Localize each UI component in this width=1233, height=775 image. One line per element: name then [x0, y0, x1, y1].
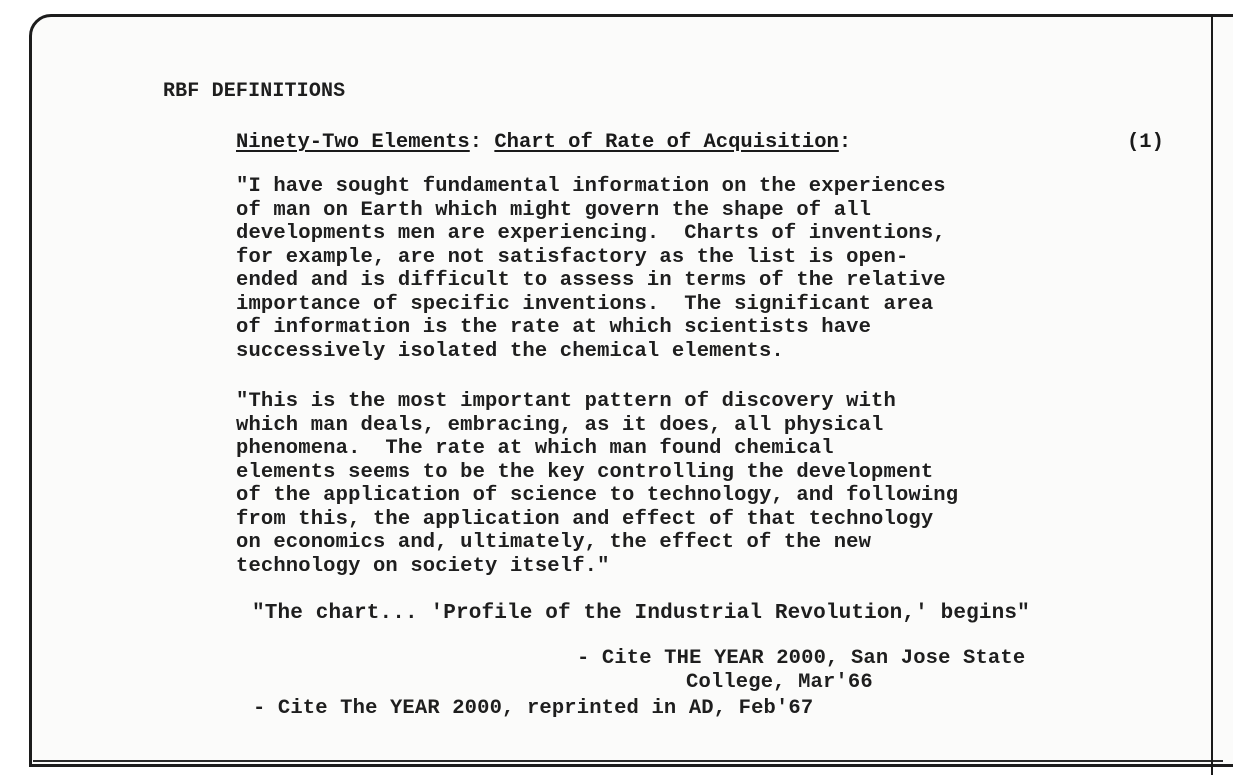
page-number: (1) — [1127, 131, 1164, 154]
citation-1-line-2: College, Mar'66 — [686, 671, 873, 694]
chart-quote: "The chart... 'Profile of the Industrial Revolution,' begins" — [252, 602, 1030, 625]
subtitle-separator-1: : — [469, 131, 495, 154]
quote-paragraph-1: "I have sought fundamental information on the experiences of man on Earth which might govern the shape of all developments men are experiencing. Charts of inventions, for example, are not satisfactory as the list is open- ended and is difficult to assess in terms of the relative importance of specific inventions. The significant area of information is the rate at which scientists have successively isolated the chemical elements. — [236, 175, 946, 363]
entry-subtitle — [236, 131, 851, 155]
subtitle-separator-2: : — [838, 131, 852, 154]
citation-2: - Cite The YEAR 2000, reprinted in AD, Feb'67 — [253, 697, 814, 720]
right-edge-rule — [1211, 14, 1213, 775]
citation-1-line-1: - Cite THE YEAR 2000, San Jose State — [577, 647, 1026, 670]
card-bottom-line — [33, 760, 1223, 762]
subtitle-chart: Chart of Rate of Acquisition — [494, 131, 839, 154]
quote-paragraph-2: "This is the most important pattern of discovery with which man deals, embracing, as it does, all physical phenomena. The rate at which man found chemical elements seems to be the key controlling the development of the application of science to technology, and following from this, the application and effect of that technology on economics and, ultimately, the effect of the new technology on society itself." — [236, 390, 959, 578]
document-heading: RBF DEFINITIONS — [163, 80, 346, 103]
subtitle-elements: Ninety-Two Elements — [236, 131, 470, 154]
